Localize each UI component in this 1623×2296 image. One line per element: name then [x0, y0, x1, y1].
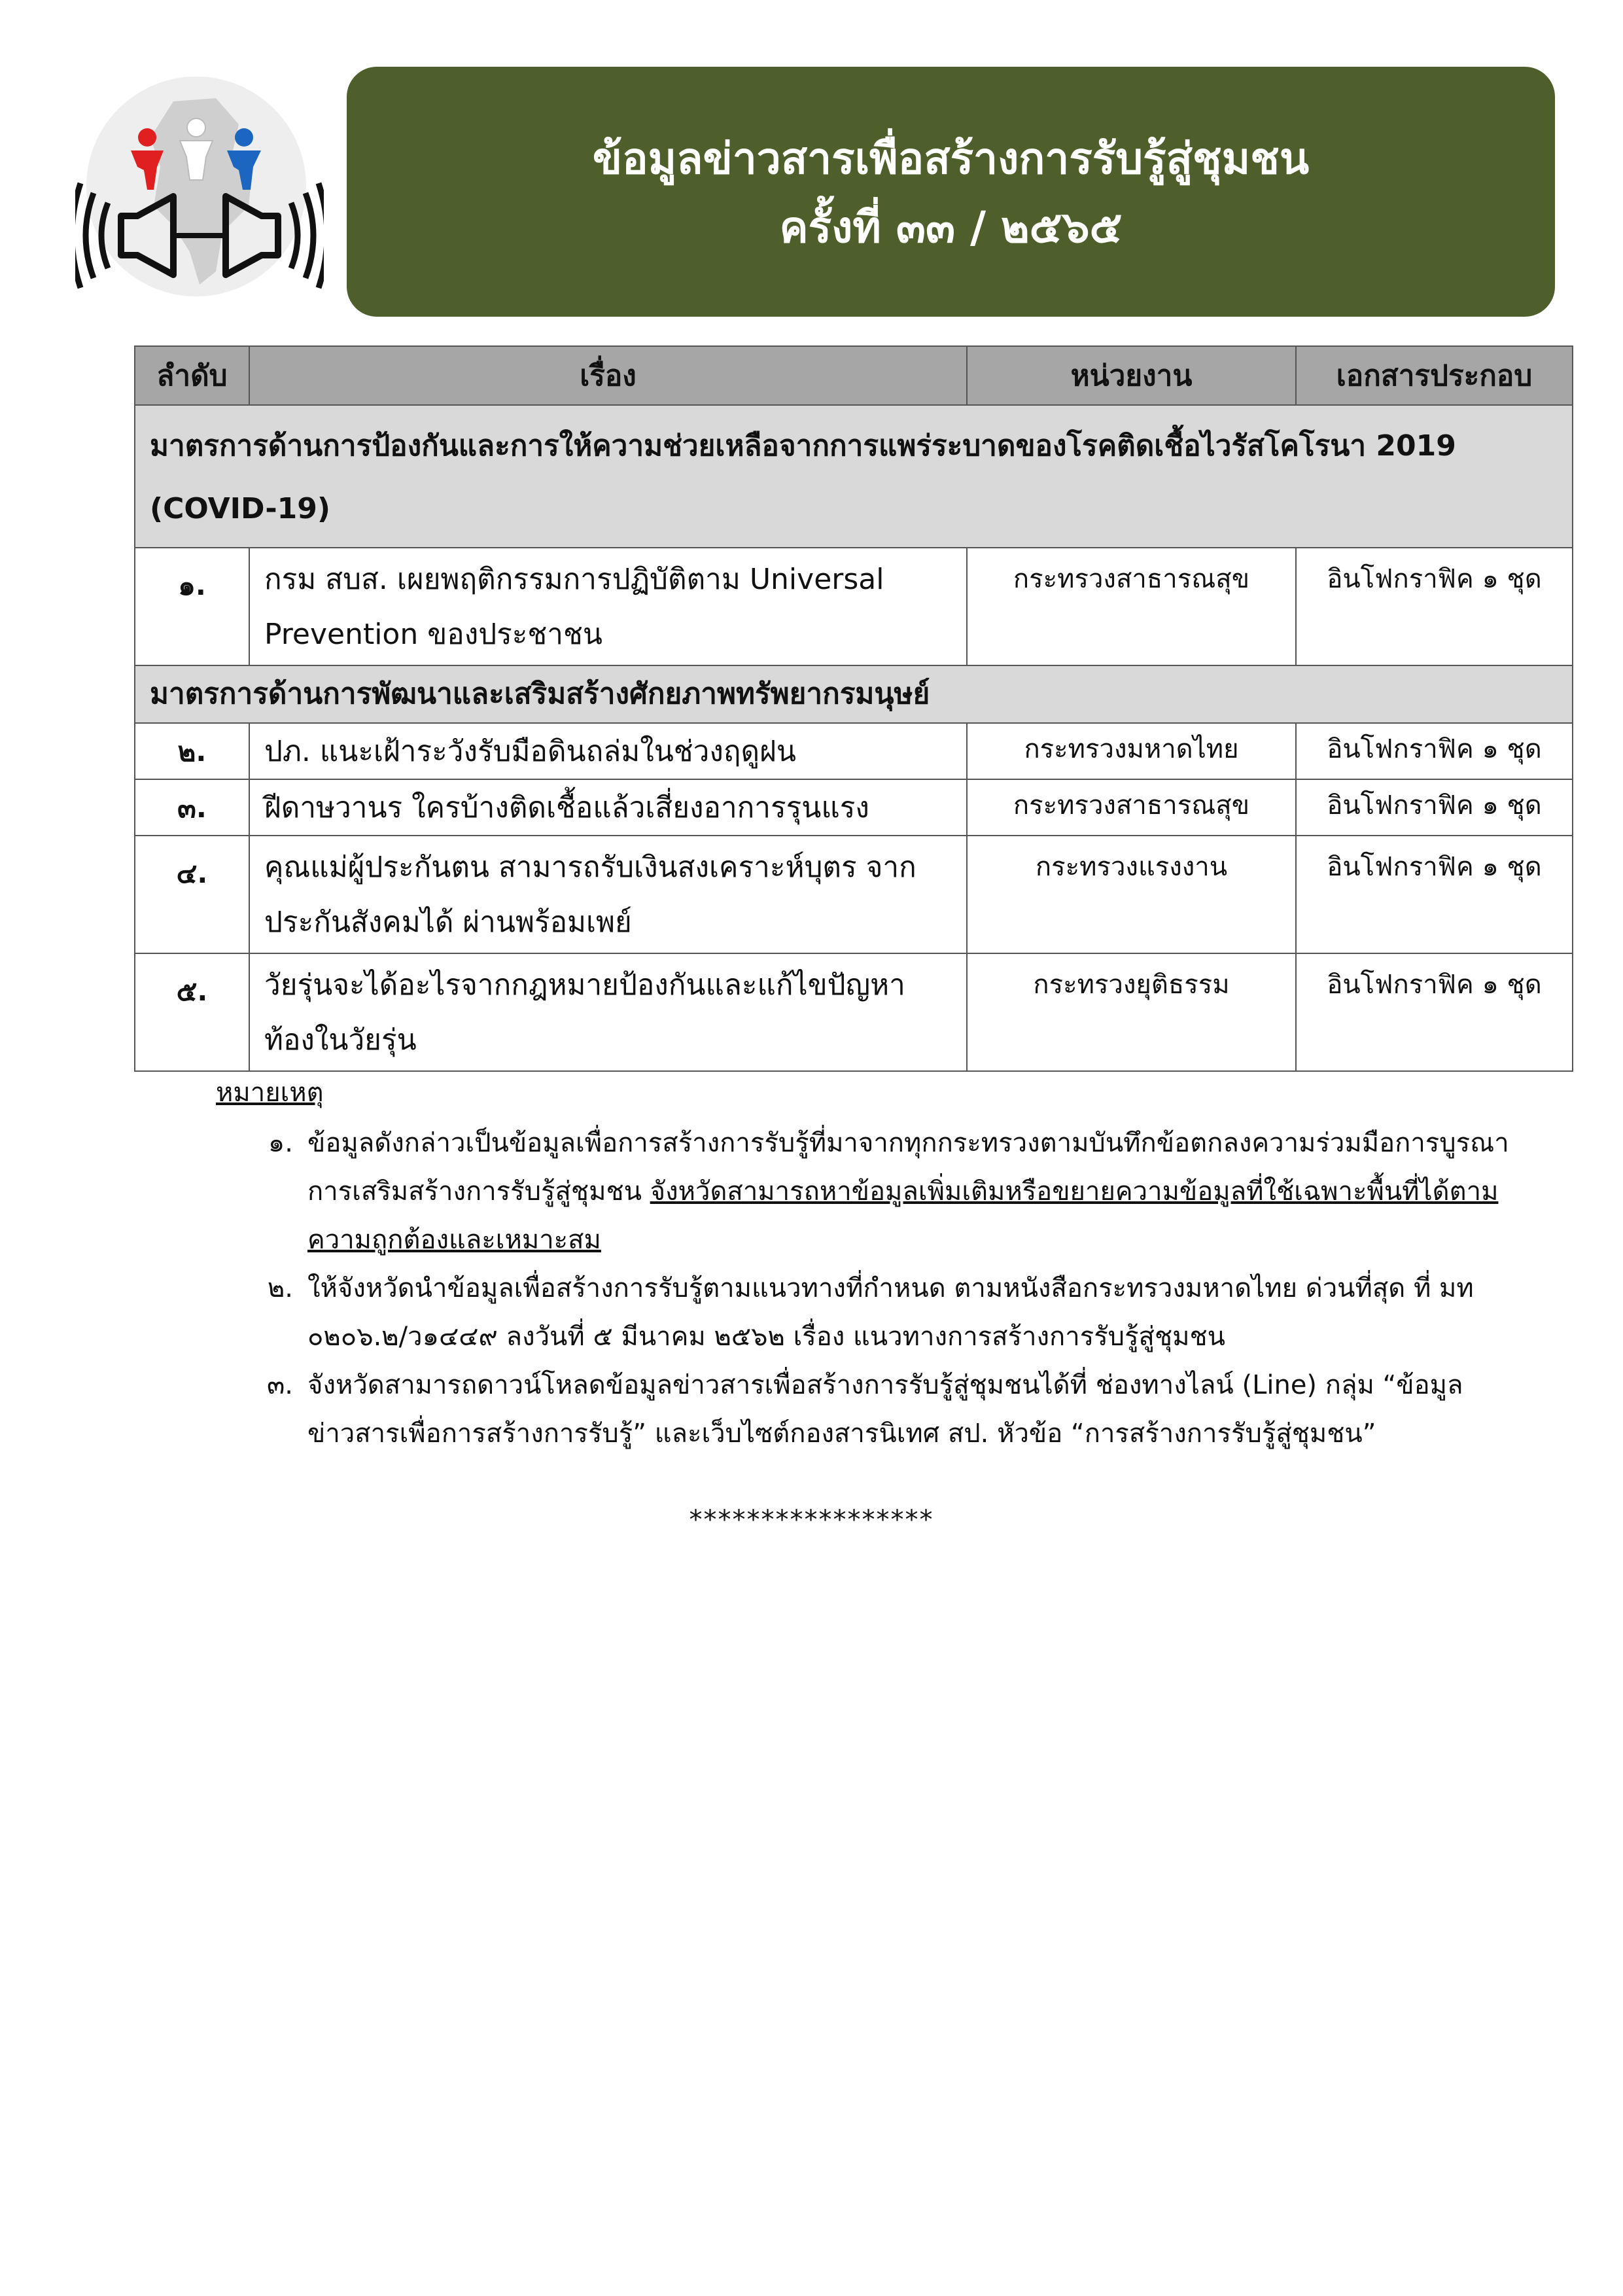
table-row — [135, 779, 1573, 836]
note-item — [216, 1264, 1518, 1361]
header-no: ลำดับ — [135, 346, 249, 405]
row-doc: อินโฟกราฟิค ๑ ชุด — [1296, 953, 1573, 1071]
row-number: ๑. — [135, 548, 249, 665]
header-doc: เอกสารประกอบ — [1296, 346, 1573, 405]
row-number: ๒. — [135, 723, 249, 779]
row-dept: กระทรวงแรงงาน — [967, 836, 1296, 953]
note-number: ๒. — [267, 1273, 293, 1303]
header-topic: เรื่อง — [249, 346, 967, 405]
note-text: ให้จังหวัดนำข้อมูลเพื่อสร้างการรับรู้ตามแนวทางที่กำหนด ตามหนังสือกระทรวงมหาดไทย ด่วนที่สุด ที่ มท ๐๒๐๖.๒/ว๑๔๔๙ ลงวันที่ ๕ มีนาคม ๒๕๖๒ เรื่อง แนวทางการสร้างการรับรู้สู่ชุมชน — [307, 1273, 1474, 1352]
row-dept: กระทรวงมหาดไทย — [967, 723, 1296, 779]
end-separator: ***************** — [689, 1505, 934, 1535]
row-topic: ปภ. แนะเฝ้าระวังรับมือดินถล่มในช่วงฤดูฝน — [249, 723, 967, 779]
row-topic: คุณแม่ผู้ประกันตน สามารถรับเงินสงเคราะห์บุตร จากประกันสังคมได้ ผ่านพร้อมเพย์ — [249, 836, 967, 953]
row-number: ๓. — [135, 779, 249, 836]
table-row — [135, 548, 1573, 665]
notes-section — [216, 1073, 1518, 1458]
section-title: มาตรการด้านการพัฒนาและเสริมสร้างศักยภาพทรัพยากรมนุษย์ — [135, 665, 1573, 723]
row-topic: ฝีดาษวานร ใครบ้างติดเชื้อแล้วเสี่ยงอาการรุนแรง — [249, 779, 967, 836]
row-topic: วัยรุ่นจะได้อะไรจากกฎหมายป้องกันและแก้ไขปัญหาท้องในวัยรุ่น — [249, 953, 967, 1071]
header-dept: หน่วยงาน — [967, 346, 1296, 405]
row-number: ๕. — [135, 953, 249, 1071]
note-text-underlined: จังหวัดสามารถหาข้อมูลเพิ่มเติมหรือขยายความข้อมูลที่ใช้เฉพาะพื้นที่ได้ตามความถูกต้องและเหมาะสม — [307, 1176, 1499, 1255]
row-topic: กรม สบส. เผยพฤติกรรมการปฏิบัติตาม Universal Prevention ของประชาชน — [249, 548, 967, 665]
table-header-row — [135, 346, 1573, 405]
note-text — [307, 1119, 1518, 1264]
note-text: จังหวัดสามารถดาวน์โหลดข้อมูลข่าวสารเพื่อสร้างการรับรู้สู่ชุมชนได้ที่ ช่องทางไลน์ (Line) กลุ่ม “ข้อมูลข่าวสารเพื่อการสร้างการรับรู้” และเว็บไซต์กองสารนิเทศ สป. หัวข้อ “การสร้างการรับรู้สู่ชุมชน” — [307, 1370, 1463, 1449]
row-doc: อินโฟกราฟิค ๑ ชุด — [1296, 836, 1573, 953]
note-number: ๑. — [268, 1128, 293, 1158]
issue-number: ครั้งที่ ๓๓ / ๒๕๖๕ — [779, 202, 1123, 253]
header-banner — [347, 67, 1555, 317]
row-doc: อินโฟกราฟิค ๑ ชุด — [1296, 779, 1573, 836]
row-dept: กระทรวงยุติธรรม — [967, 953, 1296, 1071]
community-megaphone-logo-icon — [75, 75, 324, 304]
page-title: ข้อมูลข่าวสารเพื่อสร้างการรับรู้สู่ชุมชน — [592, 133, 1310, 184]
row-doc: อินโฟกราฟิค ๑ ชุด — [1296, 548, 1573, 665]
row-number: ๔. — [135, 836, 249, 953]
table-row — [135, 953, 1573, 1071]
note-number: ๓. — [266, 1370, 293, 1400]
row-doc: อินโฟกราฟิค ๑ ชุด — [1296, 723, 1573, 779]
notes-title: หมายเหตุ — [216, 1078, 324, 1108]
news-table — [134, 345, 1573, 1072]
row-dept: กระทรวงสาธารณสุข — [967, 548, 1296, 665]
note-text-plain: ข้อมูลดังกล่าวเป็นข้อมูลเพื่อการสร้างการรับรู้ที่มาจากทุกกระทรวงตามบันทึกข้อตกลงความร่วมมือการบูรณาการเสริมสร้างการรับรู้สู่ชุมชน — [307, 1128, 1509, 1207]
row-dept: กระทรวงสาธารณสุข — [967, 779, 1296, 836]
table-row — [135, 723, 1573, 779]
section-row — [135, 665, 1573, 723]
section-title: มาตรการด้านการป้องกันและการให้ความช่วยเหลือจากการแพร่ระบาดของโรคติดเชื้อไวรัสโคโรนา 2019 (COVID-19) — [135, 405, 1573, 548]
section-row — [135, 405, 1573, 548]
note-item — [216, 1361, 1518, 1458]
note-item — [216, 1119, 1518, 1264]
table-row — [135, 836, 1573, 953]
